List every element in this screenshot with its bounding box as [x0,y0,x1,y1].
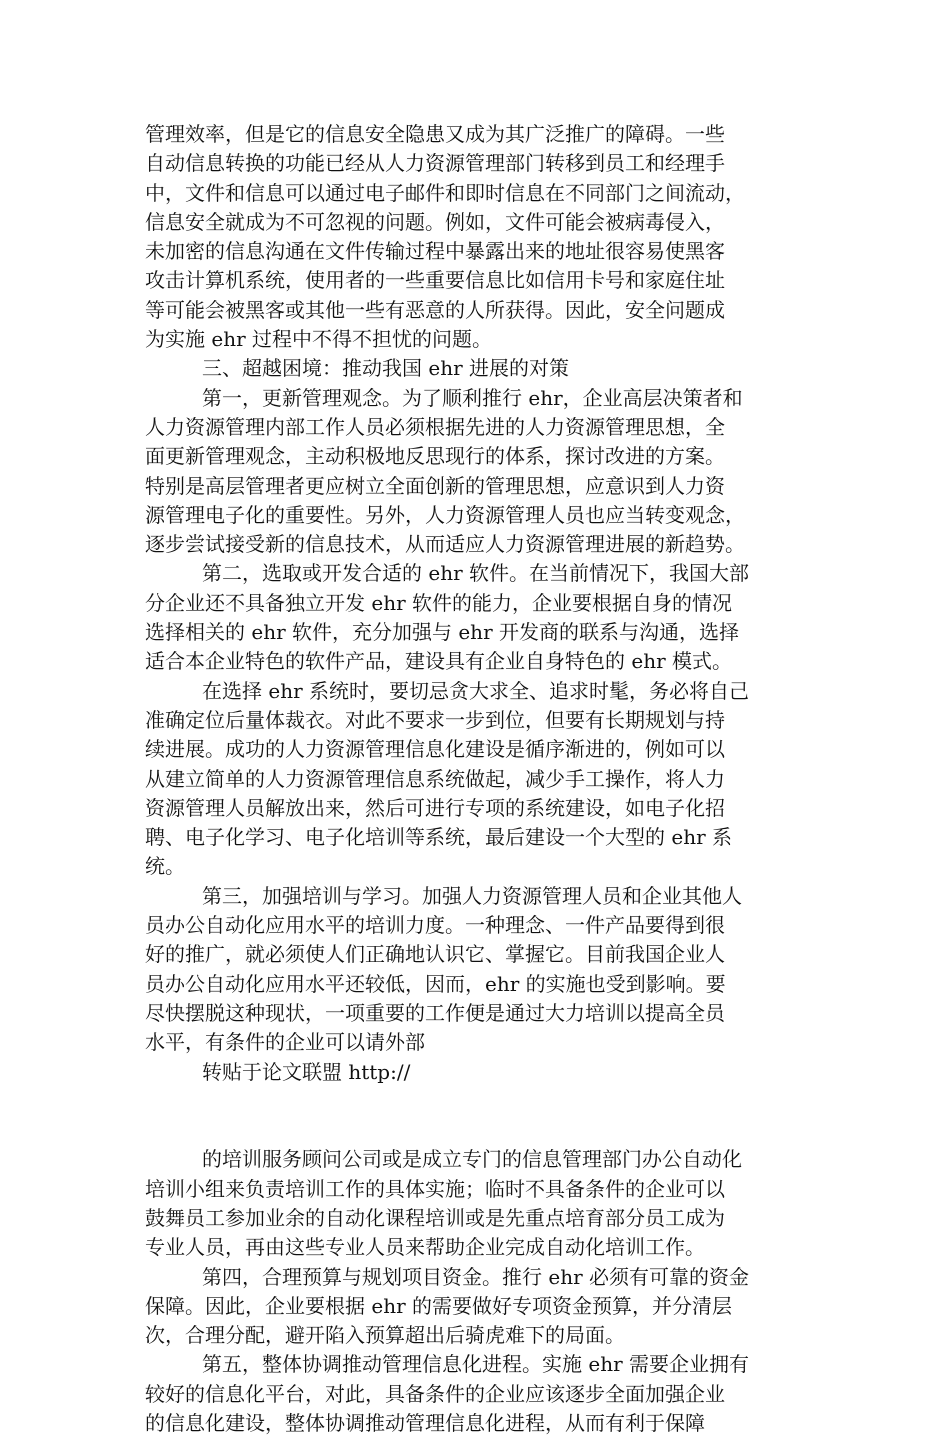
text-line: 选择相关的 ehr 软件，充分加强与 ehr 开发商的联系与沟通，选择 [145,620,739,645]
text-line: 第五，整体协调推动管理信息化进程。实施 ehr 需要企业拥有 [202,1352,749,1377]
text-line: 自动信息转换的功能已经从人力资源管理部门转移到员工和经理手 [145,151,725,176]
text-line: 逐步尝试接受新的信息技术，从而适应人力资源管理进展的新趋势。 [145,532,745,557]
paragraph-third [145,882,810,1058]
text-line: 中，文件和信息可以通过电子邮件和即时信息在不同部门之间流动， [145,180,745,205]
text-line: 等可能会被黑客或其他一些有恶意的人所获得。因此，安全问题成 [145,297,725,322]
text-line: 为实施 ehr 过程中不得不担忧的问题。 [145,327,492,352]
text-line: 员办公自动化应用水平的培训力度。一种理念、一件产品要得到很 [145,913,725,938]
paragraph-fifth [145,1350,810,1438]
text-line: 好的推广，就必须使人们正确地认识它、掌握它。目前我国企业人 [145,942,725,967]
text-line: 第一，更新管理观念。为了顺利推行 ehr，企业高层决策者和 [202,385,743,410]
repost-note: 转贴于论文联盟 http:// [202,1059,411,1084]
text-line: 特别是高层管理者更应树立全面创新的管理思想，应意识到人力资 [145,473,725,498]
text-line: 保障。因此，企业要根据 ehr 的需要做好专项资金预算，并分清层 [145,1293,732,1318]
text-line: 的信息化建设，整体协调推动管理信息化进程，从而有利于保障 [145,1411,705,1436]
section-heading: 三、超越困境：推动我国 ehr 进展的对策 [202,356,569,381]
paragraph-first [145,384,810,560]
paragraph-selection [145,677,810,882]
document-body [145,120,810,1438]
text-line: 管理效率，但是它的信息安全隐患又成为其广泛推广的障碍。一些 [145,122,725,146]
text-line: 分企业还不具备独立开发 ehr 软件的能力，企业要根据自身的情况 [145,590,732,615]
text-line: 适合本企业特色的软件产品，建设具有企业自身特色的 ehr 模式。 [145,649,732,674]
text-line: 面更新管理观念，主动积极地反思现行的体系，探讨改进的方案。 [145,444,725,469]
text-line: 专业人员，再由这些专业人员来帮助企业完成自动化培训工作。 [145,1235,705,1260]
text-line: 水平，有条件的企业可以请外部 [145,1030,425,1055]
paragraph-security [145,120,810,354]
text-line: 鼓舞员工参加业余的自动化课程培训或是先重点培育部分员工成为 [145,1205,725,1230]
text-line: 从建立简单的人力资源管理信息系统做起，减少手工操作，将人力 [145,766,725,791]
paragraph-training-continued [145,1145,810,1262]
paragraph-fourth [145,1263,810,1351]
text-line: 次，合理分配，避开陷入预算超出后骑虎难下的局面。 [145,1323,625,1348]
text-line: 员办公自动化应用水平还较低，因而，ehr 的实施也受到影响。要 [145,971,726,996]
text-line: 攻击计算机系统，使用者的一些重要信息比如信用卡号和家庭住址 [145,268,725,293]
blank-gap [145,1087,810,1146]
text-line: 准确定位后量体裁衣。对此不要求一步到位，但要有长期规划与持 [145,707,725,732]
text-line: 资源管理人员解放出来，然后可进行专项的系统建设，如电子化招 [145,795,725,820]
text-line: 较好的信息化平台，对此，具备条件的企业应该逐步全面加强企业 [145,1381,725,1406]
text-line: 在选择 ehr 系统时，要切忌贪大求全、追求时髦，务必将自己 [202,678,749,703]
paragraph-second [145,559,810,676]
text-line: 信息安全就成为不可忽视的问题。例如，文件可能会被病毒侵入， [145,209,725,234]
text-line: 源管理电子化的重要性。另外，人力资源管理人员也应当转变观念， [145,502,745,527]
text-line: 第三，加强培训与学习。加强人力资源管理人员和企业其他人 [202,883,742,908]
text-line: 第二，选取或开发合适的 ehr 软件。在当前情况下，我国大部 [202,561,749,586]
text-line: 培训小组来负责培训工作的具体实施；临时不具备条件的企业可以 [145,1176,725,1201]
text-line: 未加密的信息沟通在文件传输过程中暴露出来的地址很容易使黑客 [145,239,725,264]
text-line: 统。 [145,854,185,879]
text-line: 人力资源管理内部工作人员必须根据先进的人力资源管理思想，全 [145,414,725,439]
text-line: 的培训服务顾问公司或是成立专门的信息管理部门办公自动化 [202,1147,742,1172]
text-line: 第四，合理预算与规划项目资金。推行 ehr 必须有可靠的资金 [202,1264,749,1289]
text-line: 尽快摆脱这种现状，一项重要的工作便是通过大力培训以提高全员 [145,1000,725,1025]
text-line: 聘、电子化学习、电子化培训等系统，最后建设一个大型的 ehr 系 [145,825,732,850]
text-line: 续进展。成功的人力资源管理信息化建设是循序渐进的，例如可以 [145,737,725,762]
